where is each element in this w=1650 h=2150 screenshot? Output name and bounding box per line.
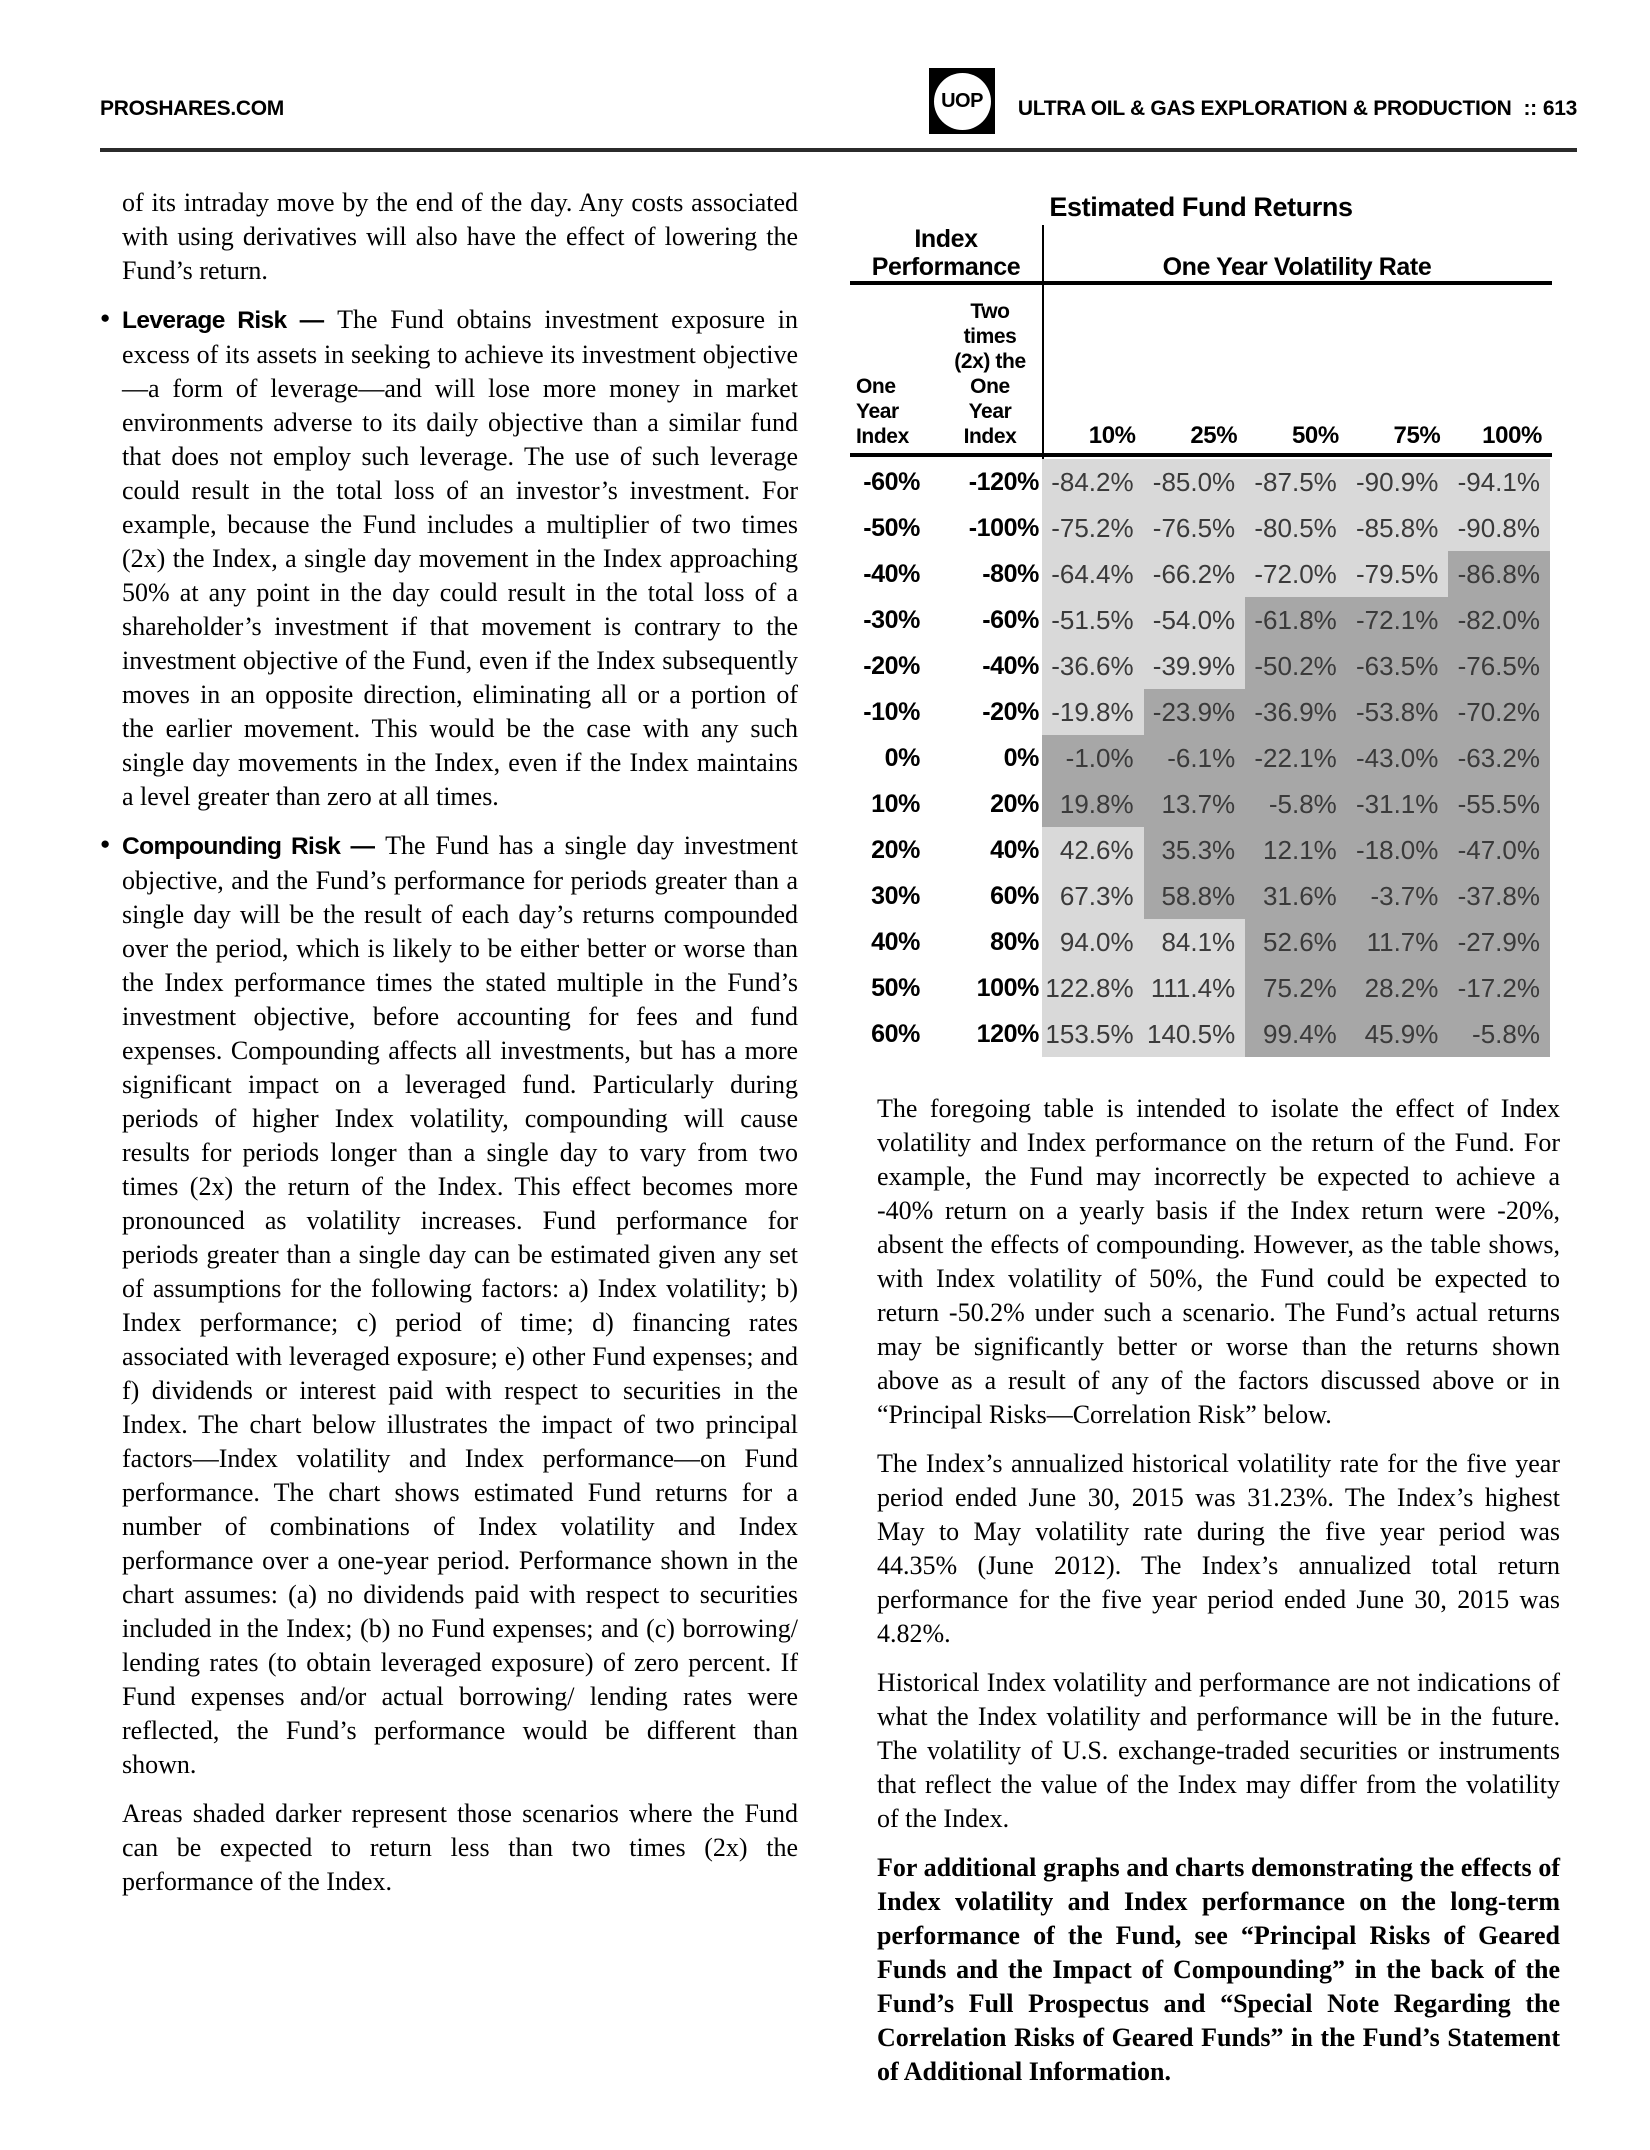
header-rule [100, 148, 1577, 152]
risk-text: The Fund has a single day investment objective, and the Fund’s performance for periods greater than a single day will be the result of each day’s returns compounded over the period, which is likely to be either better or worse than the Index performance times the stated multiple in the Fund’s investment objective, before accounting for fees and fund expenses. Compounding affects all investments, but has a more significant impact on a leveraged fund. Particularly during periods of higher Index volatility, compounding will cause results for periods longer than a single day to vary from two times (2x) the return of the Index. This effect becomes more pronounced as volatility increases. Fund performance for periods greater than a single day can be estimated given any set of assumptions for the following factors: a) Index volatility; b) Index performance; c) period of time; d) financing rates associated with leveraged exposure; e) other Fund expenses; and f) dividends or interest paid with respect to securities in the Index. The chart below illustrates the impact of two principal factors—Index volatility and Index performance—on Fund performance. The chart shows estimated Fund returns for a number of combinations of Index volatility and Index performance over a one-year period. Performance shown in the chart assumes: (a) no dividends paid with respect to securities included in the Index; (b) no Fund expenses; and (c) borrowing/ lending rates (to obtain leveraged exposure) of zero percent. If Fund expenses and/or actual borrowing/ lending rates were reflected, the Fund’s performance would be different than shown. [122, 831, 798, 1779]
cell-fund-return: -51.5% [1042, 597, 1144, 643]
cell-fund-return: -1.0% [1042, 735, 1144, 781]
paragraph-additional-info: For additional graphs and charts demonstrating the effects of Index volatility and Index performance on the long-term performance of the Fund, see “Principal Risks of Geared Funds and the Impact of Compounding” in the back of the Fund’s Full Prospectus and “Special Note Regarding the Correlation Risks of Geared Funds” in the Fund’s Statement of Additional Information. [877, 1853, 1560, 2086]
cell-fund-return: -22.1% [1245, 735, 1347, 781]
column-header: 10% [1088, 422, 1136, 449]
cell-fund-return: 111.4% [1144, 965, 1246, 1011]
table-subheader-rule [850, 453, 1552, 457]
column-header: 50% [1291, 422, 1339, 449]
table-row [850, 505, 1552, 551]
cell-fund-return: -64.4% [1042, 551, 1144, 597]
cell-one-year-index: 60% [871, 1020, 920, 1048]
bullet-icon: ● [100, 308, 111, 327]
risk-separator: — [340, 833, 386, 860]
estimated-fund-returns-table [850, 192, 1552, 1072]
cell-fund-return: -90.8% [1448, 505, 1550, 551]
cell-fund-return: 84.1% [1144, 919, 1246, 965]
bullet-compounding-risk [100, 829, 798, 1782]
paragraph-leverage-risk [122, 303, 798, 814]
paragraph-intro: of its intraday move by the end of the day. Any costs associated with using derivatives will also have the effect of lowering the Fund’s return. [122, 188, 798, 285]
cell-fund-return: -86.8% [1448, 551, 1550, 597]
cell-two-times-index: -100% [968, 514, 1039, 542]
cell-fund-return: 35.3% [1144, 827, 1246, 873]
cell-fund-return: 19.8% [1042, 781, 1144, 827]
subheader-one-year-index: One Year Index [856, 375, 909, 448]
cell-fund-return: -61.8% [1245, 597, 1347, 643]
cell-fund-return: 45.9% [1347, 1011, 1449, 1057]
cell-fund-return: -17.2% [1448, 965, 1550, 1011]
subheader-two-times-index: Two times (2x) the One Year Index [954, 300, 1026, 448]
table-row [850, 873, 1552, 919]
table-title: Estimated Fund Returns [1049, 192, 1353, 222]
cell-fund-return: -85.0% [1144, 459, 1246, 505]
cell-fund-return: -76.5% [1448, 643, 1550, 689]
cell-one-year-index: -10% [863, 698, 920, 726]
cell-one-year-index: -60% [863, 468, 920, 496]
column-header: 75% [1393, 422, 1441, 449]
cell-one-year-index: 20% [871, 836, 920, 864]
cell-fund-return: -50.2% [1245, 643, 1347, 689]
cell-fund-return: 31.6% [1245, 873, 1347, 919]
cell-two-times-index: 40% [990, 836, 1039, 864]
paragraph-historical-volatility: The Index’s annualized historical volatility rate for the five year period ended June 30, 2015 was 31.23%. The Index’s highest May to May volatility rate during the five year period was 44.35% (June 2012). The Index’s annualized total return performance for the five year period ended June 30, 2015 was 4.82%. [877, 1449, 1560, 1648]
page-separator: :: [1523, 97, 1537, 120]
cell-two-times-index: 120% [976, 1020, 1039, 1048]
cell-fund-return: -63.5% [1347, 643, 1449, 689]
cell-two-times-index: 20% [990, 790, 1039, 818]
table-row [850, 919, 1552, 965]
fund-title [1018, 97, 1577, 121]
paragraph-table-explanation: The foregoing table is intended to isolate the effect of Index volatility and Index performance on the return of the Fund. For example, the Fund may incorrectly be expected to achieve a -40% return on a yearly basis if the Index return were -20%, absent the effects of compounding. However, as the table shows, with Index volatility of 50%, the Fund could be expected to return -50.2% under such a scenario. The Fund’s actual returns may be significantly better or worse than the returns shown above as a result of any of the factors discussed above or in “Principal Risks—Correlation Risk” below. [877, 1094, 1560, 1429]
cell-one-year-index: -20% [863, 652, 920, 680]
right-column [877, 1092, 1560, 2104]
cell-fund-return: 12.1% [1245, 827, 1347, 873]
risk-separator: — [286, 307, 338, 334]
fund-title-text: ULTRA OIL & GAS EXPLORATION & PRODUCTION [1017, 97, 1512, 120]
cell-two-times-index: -60% [982, 606, 1039, 634]
cell-two-times-index: 80% [990, 928, 1039, 956]
cell-fund-return: -5.8% [1245, 781, 1347, 827]
cell-fund-return: -82.0% [1448, 597, 1550, 643]
table-row [850, 597, 1552, 643]
cell-fund-return: -87.5% [1245, 459, 1347, 505]
cell-fund-return: 140.5% [1144, 1011, 1246, 1057]
cell-two-times-index: 0% [1003, 744, 1039, 772]
column-header: 25% [1190, 422, 1238, 449]
cell-fund-return: 153.5% [1042, 1011, 1144, 1057]
table-row [850, 459, 1552, 505]
table-row [850, 965, 1552, 1011]
cell-fund-return: -80.5% [1245, 505, 1347, 551]
cell-one-year-index: 30% [871, 882, 920, 910]
column-header: 100% [1482, 422, 1542, 449]
table-header-rule [850, 281, 1552, 285]
cell-fund-return: 67.3% [1042, 873, 1144, 919]
bullet-leverage-risk [100, 303, 798, 814]
uop-logo-icon [929, 68, 995, 134]
column-group-volatility-rate: One Year Volatility Rate [1162, 253, 1432, 281]
cell-two-times-index: -80% [982, 560, 1039, 588]
cell-fund-return: -47.0% [1448, 827, 1550, 873]
risk-text: The Fund obtains investment exposure in excess of its assets in seeking to achieve its investment objective—a form of leverage—and will lose more money in market environments adverse to its daily objective than a similar fund that does not employ such leverage. The use of such leverage could result in the total loss of an investor’s investment. For example, because the Fund includes a multiplier of two times (2x) the Index, a single day movement in the Index approaching 50% at any point in the day could result in the total loss of a shareholder’s investment if that movement is contrary to the investment objective of the Fund, even if the Index subsequently moves in an opposite direction, eliminating all or a portion of the earlier movement. This would be the case with any such single day movements in the Index, even if the Index maintains a level greater than zero at all times. [122, 305, 798, 811]
cell-fund-return: -72.0% [1245, 551, 1347, 597]
table-row [850, 643, 1552, 689]
cell-one-year-index: -30% [863, 606, 920, 634]
cell-fund-return: -53.8% [1347, 689, 1449, 735]
table-row [850, 781, 1552, 827]
cell-fund-return: -27.9% [1448, 919, 1550, 965]
cell-fund-return: -31.1% [1347, 781, 1449, 827]
cell-fund-return: -3.7% [1347, 873, 1449, 919]
risk-label: Leverage Risk [122, 307, 287, 334]
cell-fund-return: -85.8% [1347, 505, 1449, 551]
table-row [850, 1011, 1552, 1057]
cell-one-year-index: 40% [871, 928, 920, 956]
cell-two-times-index: -120% [968, 468, 1039, 496]
site-name: PROSHARES.COM [100, 97, 284, 120]
cell-fund-return: 99.4% [1245, 1011, 1347, 1057]
cell-fund-return: -19.8% [1042, 689, 1144, 735]
paragraph-compounding-risk [122, 829, 798, 1782]
cell-two-times-index: 60% [990, 882, 1039, 910]
cell-fund-return: -43.0% [1347, 735, 1449, 781]
volatility-column-headers [1044, 422, 1552, 450]
cell-one-year-index: 50% [871, 974, 920, 1002]
paragraph-shading-note: Areas shaded darker represent those scenarios where the Fund can be expected to return less than two times (2x) the performance of the Index. [122, 1799, 798, 1896]
table-row [850, 735, 1552, 781]
cell-two-times-index: -40% [982, 652, 1039, 680]
cell-fund-return: -90.9% [1347, 459, 1449, 505]
cell-fund-return: -75.2% [1042, 505, 1144, 551]
uop-logo-text: UOP [934, 73, 991, 130]
cell-two-times-index: -20% [982, 698, 1039, 726]
table-row [850, 551, 1552, 597]
cell-fund-return: -94.1% [1448, 459, 1550, 505]
cell-fund-return: -79.5% [1347, 551, 1449, 597]
cell-fund-return: -54.0% [1144, 597, 1246, 643]
cell-two-times-index: 100% [976, 974, 1039, 1002]
cell-fund-return: -39.9% [1144, 643, 1246, 689]
cell-fund-return: -36.6% [1042, 643, 1144, 689]
cell-one-year-index: -40% [863, 560, 920, 588]
page-number: 613 [1542, 97, 1577, 120]
cell-fund-return: 28.2% [1347, 965, 1449, 1011]
cell-one-year-index: 0% [884, 744, 920, 772]
paragraph-volatility-disclaimer: Historical Index volatility and performance are not indications of what the Index volatility and performance will be in the future. The volatility of U.S. exchange-traded securities or instruments that reflect the value of the Index may differ from the volatility of the Index. [877, 1668, 1560, 1833]
cell-fund-return: 11.7% [1347, 919, 1449, 965]
table-row [850, 689, 1552, 735]
cell-fund-return: -55.5% [1448, 781, 1550, 827]
cell-fund-return: -70.2% [1448, 689, 1550, 735]
table-body [850, 459, 1552, 1057]
cell-fund-return: -5.8% [1448, 1011, 1550, 1057]
cell-fund-return: -66.2% [1144, 551, 1246, 597]
left-column [100, 186, 798, 1914]
cell-fund-return: 75.2% [1245, 965, 1347, 1011]
cell-fund-return: 13.7% [1144, 781, 1246, 827]
cell-fund-return: -37.8% [1448, 873, 1550, 919]
cell-fund-return: -36.9% [1245, 689, 1347, 735]
cell-fund-return: -6.1% [1144, 735, 1246, 781]
cell-fund-return: -72.1% [1347, 597, 1449, 643]
cell-fund-return: -63.2% [1448, 735, 1550, 781]
cell-fund-return: -23.9% [1144, 689, 1246, 735]
cell-fund-return: -18.0% [1347, 827, 1449, 873]
table-row [850, 827, 1552, 873]
cell-fund-return: 42.6% [1042, 827, 1144, 873]
column-group-index-performance: Index Performance [871, 225, 1021, 281]
bullet-icon: ● [100, 834, 111, 853]
cell-fund-return: -84.2% [1042, 459, 1144, 505]
cell-fund-return: 94.0% [1042, 919, 1144, 965]
cell-fund-return: 58.8% [1144, 873, 1246, 919]
cell-fund-return: 52.6% [1245, 919, 1347, 965]
cell-fund-return: 122.8% [1042, 965, 1144, 1011]
cell-one-year-index: -50% [863, 514, 920, 542]
cell-one-year-index: 10% [871, 790, 920, 818]
cell-fund-return: -76.5% [1144, 505, 1246, 551]
risk-label: Compounding Risk [122, 833, 341, 860]
